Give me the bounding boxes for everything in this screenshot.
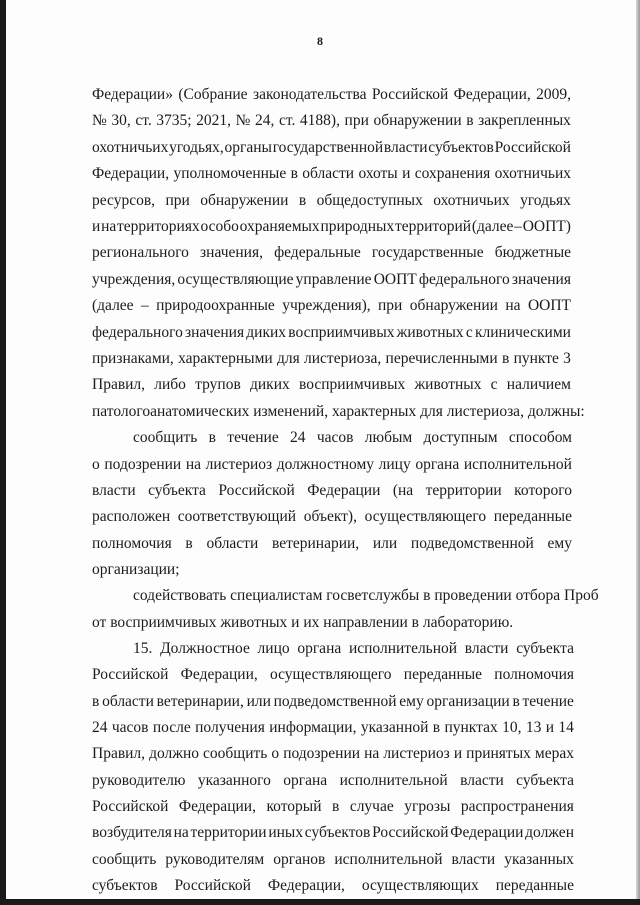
text-line: расположен соответствующий объект), осуществляющего переданные — [92, 508, 572, 525]
text-line: регионального значения, федеральные государственные бюджетные — [92, 244, 571, 261]
scan-border-bottom — [0, 899, 640, 905]
text-line: Российской Федерации, который в случае угрозы распространения — [92, 798, 574, 815]
text-line: в области ветеринарии, или подведомственной ему организации в течение — [92, 693, 574, 710]
text-line: федерального значения диких восприимчивых животных с клиническими — [92, 324, 571, 341]
text-line: и на территориях особо охраняемых природных территорий (далее – ООПТ) — [92, 218, 571, 235]
text-line: руководителю указанного органа исполнительной власти субъекта — [92, 772, 574, 789]
text-line: 24 часов после получения информации, указанной в пунктах 10, 13 и 14 — [92, 719, 574, 736]
text-line: организации; — [92, 561, 180, 578]
text-line: Федерации» (Собрание законодательства Российской Федерации, 2009, — [92, 86, 571, 103]
text-line: от восприимчивых животных и их направлении в лабораторию. — [92, 614, 514, 631]
text-line: ресурсов, при обнаружении в общедоступных охотничьих угодьях — [92, 192, 571, 209]
text-line: 15. Должностное лицо органа исполнительной власти субъекта — [133, 640, 574, 657]
text-line: патологоанатомических изменений, характерных для листериоза, должны: — [92, 403, 585, 420]
text-line: о подозрении на листериоз должностному лицу органа исполнительной — [92, 456, 572, 473]
scan-border-left — [0, 0, 6, 905]
text-line: (далее – природоохранные учреждения), при обнаружении на ООПТ — [92, 297, 571, 314]
text-line: возбудителя на территории иных субъектов Российской Федерации должен — [92, 824, 574, 841]
text-line: охотничьих угодьях, органы государственной власти субъектов Российской — [92, 139, 571, 156]
text-line: власти субъекта Российской Федерации (на территории которого — [92, 482, 572, 499]
text-line: Правил, либо трупов диких восприимчивых животных с наличием — [92, 376, 571, 393]
text-line: содействовать специалистам госветслужбы в проведении отбора Проб — [133, 587, 599, 604]
text-line: № 30, ст. 3735; 2021, № 24, ст. 4188), при обнаружении в закрепленных — [92, 112, 571, 129]
scan-border-right — [636, 0, 640, 905]
text-line: Федерации, уполномоченные в области охоты и сохранения охотничьих — [92, 165, 571, 182]
text-line: полномочия в области ветеринарии, или подведомственной ему — [92, 535, 572, 552]
text-line: Правил, должно сообщить о подозрении на листериоз и принятых мерах — [92, 745, 574, 762]
page-number: 8 — [317, 34, 323, 48]
text-line: Российской Федерации, осуществляющего переданные полномочия — [92, 666, 574, 683]
text-line: субъектов Российской Федерации, осуществляющих переданные — [92, 877, 574, 894]
text-line: признаками, характерными для листериоза, перечисленными в пункте 3 — [92, 350, 571, 367]
text-line: сообщить руководителям органов исполнительной власти указанных — [92, 851, 574, 868]
text-line: учреждения, осуществляющие управление ООПТ федерального значения — [92, 271, 571, 288]
text-line: сообщить в течение 24 часов любым доступным способом — [133, 429, 572, 446]
